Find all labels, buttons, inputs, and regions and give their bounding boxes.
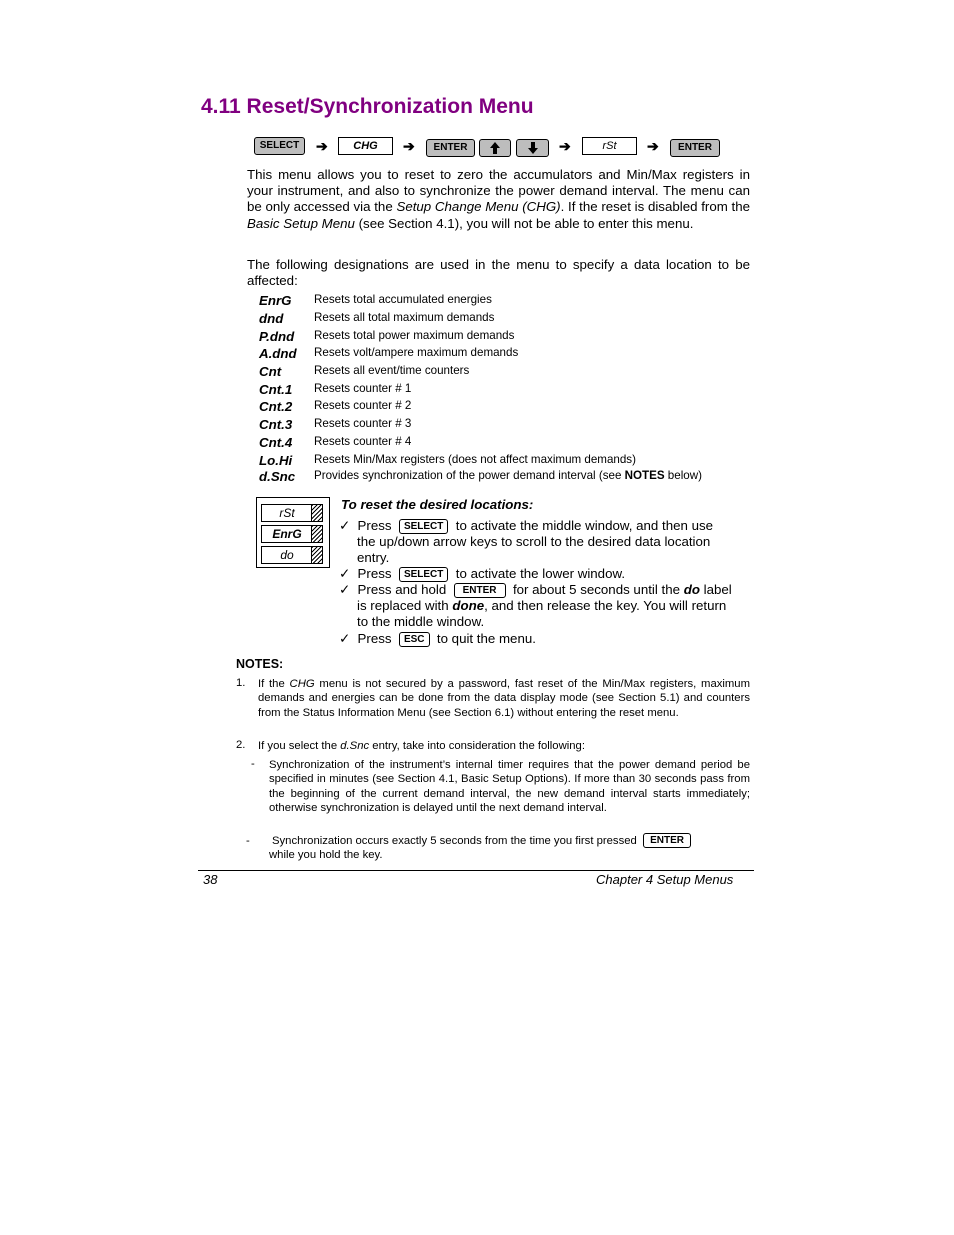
rst-field: rSt [582,137,637,155]
designation-term: P.dnd [259,329,295,344]
check-icon: ✓ [339,582,351,597]
designation-desc: Resets total accumulated energies [314,293,492,306]
note-2-bullet-1: Synchronization of the instrument’s internal timer requires that the power demand period be specified in minutes (see Section 4.1, Basic Setup Options). If more than 30 seconds pass from the beginning of the current demand interval, the new demand interval starts immediately; otherwise synchronization is delayed until the next demand interval. [269,759,750,815]
note-number: 1. [236,677,246,689]
bullet-dash: - [251,758,255,770]
arrow-icon: ➔ [647,138,659,154]
arrow-icon: ➔ [559,138,571,154]
procedure-step-cont: entry. [357,550,390,565]
designation-desc: Resets counter # 2 [314,399,412,412]
lcd-lower-window: do [261,546,323,564]
procedure-step: ✓ Press SELECT to activate the middle window, and then use [339,518,714,533]
down-arrow-icon [527,141,539,155]
designation-term: Lo.Hi [259,453,293,468]
up-arrow-icon [489,141,501,155]
designation-term: Cnt.3 [259,417,293,432]
designations-intro: The following designations are used in the menu to specify a data location to be affected: [247,257,750,289]
select-key: SELECT [254,137,305,155]
procedure-step-cont: to the middle window. [357,614,485,629]
procedure-step-cont: the up/down arrow keys to scroll to the desired data location [357,534,711,549]
check-icon: ✓ [339,631,351,646]
down-arrow-key [516,139,549,157]
page-number: 38 [203,872,218,887]
designation-desc: Resets counter # 3 [314,417,412,430]
designation-term: Cnt.2 [259,399,293,414]
up-arrow-key [479,139,511,157]
note-number: 2. [236,739,246,751]
note-2-bullet-2: Synchronization occurs exactly 5 seconds from the time you first pressed ENTER [272,833,691,848]
designation-desc: Resets all event/time counters [314,364,470,377]
lcd-display [256,497,330,568]
chg-field: CHG [338,137,393,155]
designation-desc: Provides synchronization of the power demand interval (see NOTES below) [314,469,702,482]
note-1: If the CHG menu is not secured by a password, fast reset of the Min/Max registers, maximum demands and energies can be done from the data display mode (see Section 5.1) and counters from the Status Information Menu (see Section 6.1) without entering the reset menu. [258,678,750,719]
designation-term: A.dnd [259,346,297,361]
lcd-upper-window: rSt [261,504,323,522]
notes-heading: NOTES: [236,657,284,671]
procedure-step: ✓ Press ESC to quit the menu. [339,631,536,646]
designation-term: Cnt.1 [259,382,293,397]
enter-key: ENTER [454,583,506,598]
bullet-dash: - [246,835,250,847]
enter-key: ENTER [426,139,475,157]
designation-desc: Resets volt/ampere maximum demands [314,346,519,359]
chapter-label: Chapter 4 Setup Menus [596,872,734,887]
lcd-middle-window: EnrG [261,525,323,543]
procedure-step-cont: is replaced with done, and then release the key. You will return [357,598,727,613]
designation-term: EnrG [259,293,292,308]
designation-term: Cnt [259,364,282,379]
designation-term: Cnt.4 [259,435,293,450]
designation-desc: Resets counter # 4 [314,435,412,448]
designation-term: d.Snc [259,469,296,484]
enter-key: ENTER [643,833,691,848]
section-title: 4.11 Reset/Synchronization Menu [201,95,534,118]
note-2-bullet-2-cont: while you hold the key. [269,849,383,861]
check-icon: ✓ [339,566,351,581]
arrow-icon: ➔ [403,138,415,154]
designation-term: dnd [259,311,284,326]
designation-desc: Resets all total maximum demands [314,311,495,324]
check-icon: ✓ [339,518,351,533]
designation-desc: Resets Min/Max registers (does not affect maximum demands) [314,453,636,466]
select-key: SELECT [399,519,448,534]
footer-rule [198,870,754,871]
procedure-step: ✓ Press and hold ENTER for about 5 seconds until the do label [339,582,732,597]
note-2: If you select the d.Snc entry, take into consideration the following: [258,740,585,752]
esc-key: ESC [399,632,430,647]
arrow-icon: ➔ [316,138,328,154]
intro-paragraph: This menu allows you to reset to zero the accumulators and Min/Max registers in your instrument, and also to synchronize the power demand interval. The menu can be only accessed via the Setup Change Menu (CHG). If the reset is disabled from the Basic Setup Menu (see Section 4.1), you will not be able to enter this menu. [247,167,751,231]
enter-key: ENTER [670,139,720,157]
procedure-step: ✓ Press SELECT to activate the lower window. [339,566,626,581]
select-key: SELECT [399,567,448,582]
procedure-title: To reset the desired locations: [341,497,534,512]
designation-desc: Resets total power maximum demands [314,329,515,342]
designation-desc: Resets counter # 1 [314,382,412,395]
